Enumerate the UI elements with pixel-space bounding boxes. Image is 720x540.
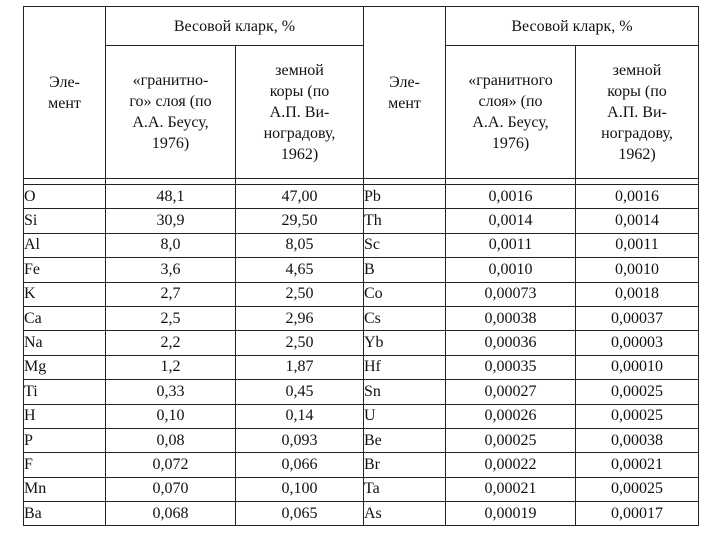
granite-layer-value: 0,00036 [446,331,576,355]
earth-crust-value: 0,45 [236,380,364,404]
header-granite-line: А.А. Беусу, [132,114,209,131]
header-element-line: мент [388,94,421,112]
granite-layer-value: 0,072 [106,453,236,477]
element-symbol: Sn [364,380,446,404]
table-row [24,477,699,501]
earth-crust-value: 0,065 [236,502,364,526]
element-symbol: Si [24,209,106,233]
granite-layer-value: 0,00026 [446,404,576,428]
earth-crust-value: 47,00 [236,185,364,209]
header-clarke-group: Весовой кларк, % [106,7,364,46]
element-symbol: As [364,502,446,526]
header-granite-line: го» слоя (по [129,93,212,110]
earth-crust-value: 2,96 [236,306,364,330]
header-granite [106,46,236,179]
table-row [24,209,699,233]
earth-crust-value: 4,65 [236,258,364,282]
earth-crust-value: 0,00038 [576,428,699,452]
element-symbol: Ta [364,477,446,501]
element-symbol: Hf [364,355,446,379]
header-granite-line: 1976) [151,135,190,152]
header-crust [236,46,364,179]
header-crust-line: 1962) [280,145,319,163]
element-symbol: Mg [24,355,106,379]
table-row [24,185,699,209]
granite-layer-value: 0,10 [106,404,236,428]
header-granite-line: «гранитного [468,72,553,89]
table-row [24,502,699,526]
earth-crust-value: 0,00037 [576,306,699,330]
granite-layer-value: 48,1 [106,185,236,209]
element-symbol: Br [364,453,446,477]
granite-layer-value: 0,070 [106,477,236,501]
element-symbol: Yb [364,331,446,355]
element-symbol: P [24,428,106,452]
granite-layer-value: 8,0 [106,233,236,257]
table-row [24,355,699,379]
granite-layer-value: 0,0016 [446,185,576,209]
granite-layer-value: 0,00019 [446,502,576,526]
granite-layer-value: 0,00022 [446,453,576,477]
element-symbol: Ti [24,380,106,404]
header-crust-right [576,46,699,179]
granite-layer-value: 0,00073 [446,282,576,306]
element-symbol: Ba [24,502,106,526]
earth-crust-value: 0,00021 [576,453,699,477]
element-symbol: Al [24,233,106,257]
header-element-right [364,7,446,179]
header-crust-line: 1962) [618,145,656,163]
header-element-line: Эле- [389,73,420,91]
header-granite-line: А.А. Беусу, [472,114,549,131]
header-crust-line: ноградову, [601,124,673,142]
granite-layer-value: 2,7 [106,282,236,306]
granite-layer-value: 0,08 [106,428,236,452]
element-symbol: F [24,453,106,477]
earth-crust-value: 2,50 [236,282,364,306]
element-symbol: Pb [364,185,446,209]
element-symbol: Sc [364,233,446,257]
earth-crust-value: 0,14 [236,404,364,428]
header-granite-line: «гранитно- [132,72,209,89]
element-symbol: U [364,404,446,428]
earth-crust-value: 0,00003 [576,331,699,355]
table-row [24,428,699,452]
earth-crust-value: 0,0011 [576,233,699,257]
element-symbol: B [364,258,446,282]
earth-crust-value: 8,05 [236,233,364,257]
earth-crust-value: 0,00010 [576,355,699,379]
granite-layer-value: 3,6 [106,258,236,282]
granite-layer-value: 0,068 [106,502,236,526]
clarke-table [23,6,699,526]
header-granite-line: слоя» (по [478,93,543,110]
header-granite-line: 1976) [491,135,530,152]
earth-crust-value: 0,00017 [576,502,699,526]
header-crust-line: ноградову, [263,124,336,142]
element-symbol: Cs [364,306,446,330]
table-row [24,404,699,428]
earth-crust-value: 2,50 [236,331,364,355]
header-element-line: Эле- [49,73,80,91]
earth-crust-value: 0,093 [236,428,364,452]
earth-crust-value: 0,00025 [576,380,699,404]
granite-layer-value: 30,9 [106,209,236,233]
table-row [24,380,699,404]
earth-crust-value: 0,00025 [576,404,699,428]
granite-layer-value: 1,2 [106,355,236,379]
granite-layer-value: 0,0014 [446,209,576,233]
element-symbol: Ca [24,306,106,330]
earth-crust-value: 0,0014 [576,209,699,233]
header-crust-line: коры (по [607,82,667,100]
header-crust-line: А.П. Ви- [607,103,667,121]
header-element [24,7,106,179]
granite-layer-value: 0,00035 [446,355,576,379]
header-crust-line: А.П. Ви- [269,103,330,121]
element-symbol: Na [24,331,106,355]
header-granite-right [446,46,576,179]
table-body [24,185,699,526]
element-symbol: Mn [24,477,106,501]
earth-crust-value: 1,87 [236,355,364,379]
earth-crust-value: 0,066 [236,453,364,477]
granite-layer-value: 0,0010 [446,258,576,282]
granite-layer-value: 0,00038 [446,306,576,330]
earth-crust-value: 0,100 [236,477,364,501]
table-row [24,233,699,257]
element-symbol: Be [364,428,446,452]
table-row [24,453,699,477]
granite-layer-value: 2,2 [106,331,236,355]
earth-crust-value: 0,0018 [576,282,699,306]
granite-layer-value: 0,00021 [446,477,576,501]
element-symbol: Th [364,209,446,233]
header-crust-line: земной [612,61,662,79]
granite-layer-value: 0,00025 [446,428,576,452]
element-symbol: Co [364,282,446,306]
header-crust-line: земной [275,61,324,79]
granite-layer-value: 2,5 [106,306,236,330]
granite-layer-value: 0,33 [106,380,236,404]
earth-crust-value: 0,0010 [576,258,699,282]
table-row [24,258,699,282]
element-symbol: H [24,404,106,428]
element-symbol: O [24,185,106,209]
earth-crust-value: 0,00025 [576,477,699,501]
table-row [24,331,699,355]
header-clarke-group-right: Весовой кларк, % [446,7,699,46]
earth-crust-value: 29,50 [236,209,364,233]
earth-crust-value: 0,0016 [576,185,699,209]
table-row [24,306,699,330]
element-symbol: K [24,282,106,306]
table-row [24,282,699,306]
granite-layer-value: 0,00027 [446,380,576,404]
granite-layer-value: 0,0011 [446,233,576,257]
element-symbol: Fe [24,258,106,282]
header-crust-line: коры (по [269,82,330,100]
header-element-line: мент [48,94,81,112]
